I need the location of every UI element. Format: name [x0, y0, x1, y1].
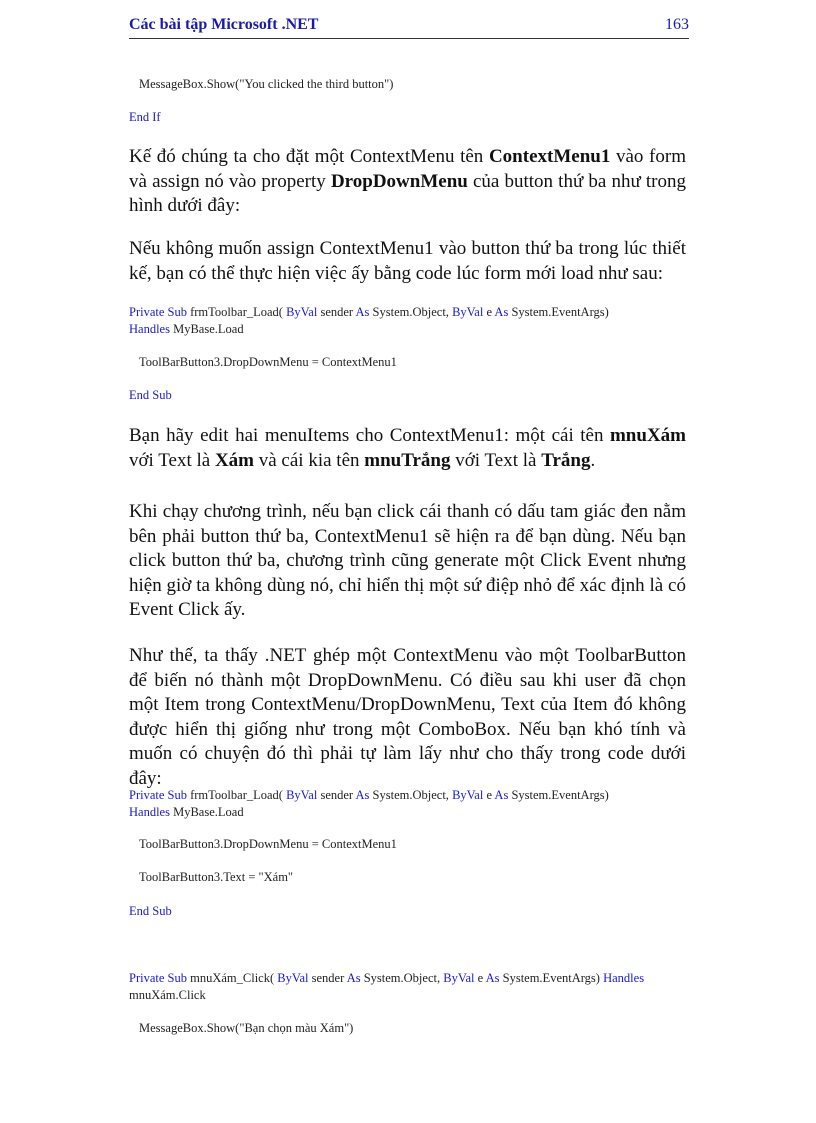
code-line-end-sub-2: End Sub — [129, 904, 172, 918]
code-line-handles-2: Handles MyBase.Load — [129, 805, 244, 819]
paragraph-menuitems: Bạn hãy edit hai menuItems cho ContextMenu1: một cái tên mnuXám với Text là Xám và cái kia tên mnuTrắng với Text là Trắng. — [129, 425, 686, 471]
page-header — [129, 14, 689, 39]
code-line-handles: Handles MyBase.Load — [129, 322, 244, 336]
paragraph-contextmenu: Kế đó chúng ta cho đặt một ContextMenu tên ContextMenu1 vào form và assign nó vào property DropDownMenu của button thứ ba như trong hình dưới đây: — [129, 146, 687, 216]
paragraph-running: Khi chạy chương trình, nếu bạn click cái thanh có dấu tam giác đen nằm bên phải button thứ ba, ContextMenu1 sẽ hiện ra để bạn dùng. Nếu bạn click button thứ ba, chương trình cũng generate một Click Event nhưng hiện giờ ta không dùng nó, chỉ hiển thị một sứ điệp nhỏ để xác định là có Event Click ấy. — [129, 501, 686, 620]
code-line-messagebox: MessageBox.Show("You clicked the third button") — [139, 77, 394, 91]
code-line-set-text: ToolBarButton3.Text = "Xám" — [139, 870, 294, 884]
code-line-end-if: End If — [129, 110, 161, 124]
code-line-click-declaration: Private Sub mnuXám_Click( ByVal sender As System.Object, ByVal e As System.EventArgs) Handles — [129, 971, 645, 985]
page-number: 163 — [665, 16, 689, 33]
code-line-assign-dropdown: ToolBarButton3.DropDownMenu = ContextMenu1 — [139, 355, 397, 369]
code-line-assign-dropdown-2: ToolBarButton3.DropDownMenu = ContextMenu1 — [139, 837, 397, 851]
code-line-sub-declaration-2: Private Sub frmToolbar_Load( ByVal sender As System.Object, ByVal e As System.EventArgs) — [129, 788, 609, 802]
paragraph-assign: Nếu không muốn assign ContextMenu1 vào button thứ ba trong lúc thiết kế, bạn có thể thực hiện việc ấy bằng code lúc form mới load như sau: — [129, 238, 686, 284]
code-line-sub-declaration: Private Sub frmToolbar_Load( ByVal sender As System.Object, ByVal e As System.EventArgs) — [129, 305, 609, 319]
code-line-handles-target: mnuXám.Click — [129, 988, 206, 1002]
code-line-end-sub: End Sub — [129, 388, 172, 402]
header-title: Các bài tập Microsoft .NET — [129, 16, 319, 33]
paragraph-dropdownmenu: Như thế, ta thấy .NET ghép một ContextMenu vào một ToolbarButton để biến nó thành một DropDownMenu. Có điều sau khi user đã chọn một Item trong ContextMenu/DropDownMenu, Text của Item đó không được hiển thị giống như trong một ComboBox. Nếu bạn khó tính và muốn có chuyện đó thì phải tự làm lấy như cho thấy trong code dưới đây: — [129, 645, 686, 789]
code-line-messagebox-xam: MessageBox.Show("Bạn chọn màu Xám") — [139, 1021, 354, 1035]
